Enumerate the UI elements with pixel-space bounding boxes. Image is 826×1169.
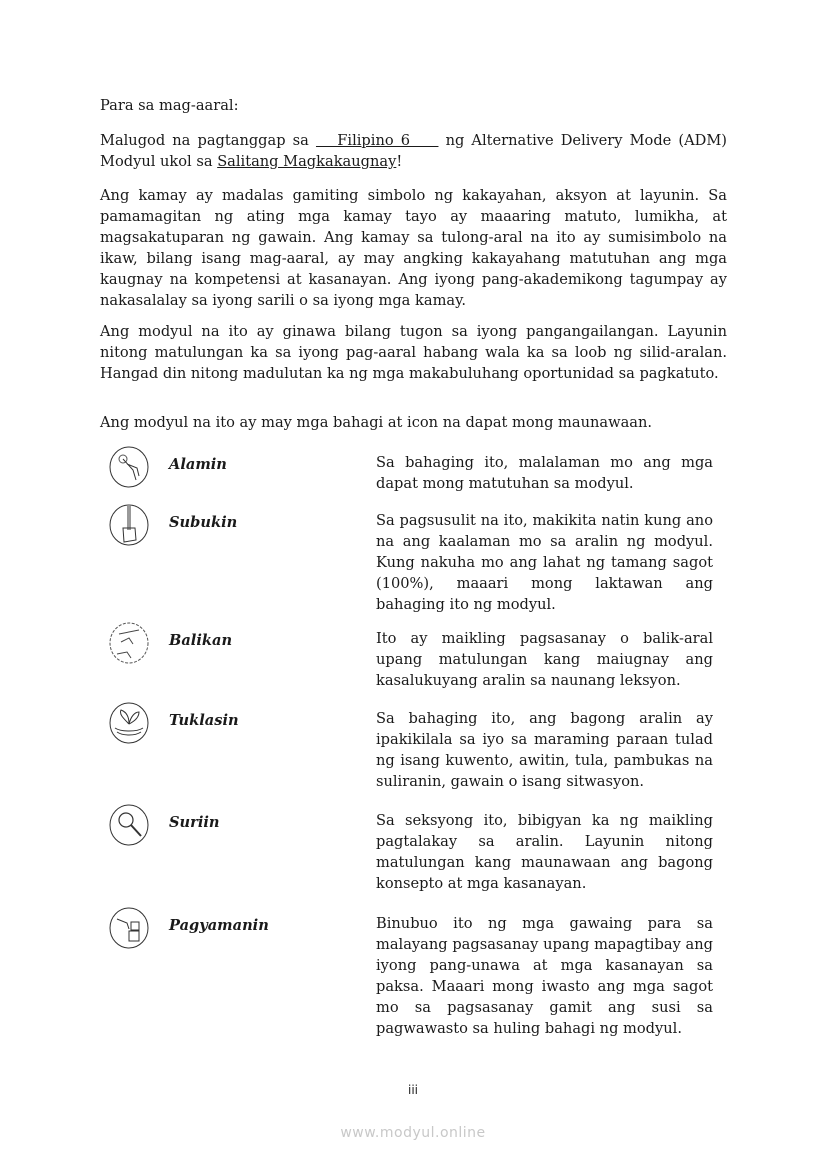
section-label: Subukin (169, 514, 238, 531)
page-number: iii (407, 1083, 418, 1097)
section-label: Tuklasin (169, 712, 239, 729)
subject-name: Filipino 6 (315, 132, 439, 149)
intro-paragraph-hands: Ang kamay ay madalas gamiting simbolo ng kakayahan, aksyon at layunin. Sa pamamagitan ng ating mga kamay tayo ay maaaring matuto, lumikha, at magsakatuparan ng gawain. Ang kamay sa tulong-aral na ito ay sumisimbolo na ikaw, bilang isang mag-aaral, ay may angking kakayahang matutuhan ang mga kaugnay na kompetensi at kasanayan. Ang iyong pang-akademikong tagumpay ay nakasalalay sa iyong sarili o sa iyong mga kamay. (100, 187, 727, 309)
intro-paragraph-icons: Ang modyul na ito ay may mga bahagi at icon na dapat mong maunawaan. (100, 414, 653, 431)
watermark: www.modyul.online (340, 1125, 486, 1141)
section-description: Sa seksyong ito, bibigyan ka ng maikling pagtalakay sa aralin. Layunin nitong matulungan kang maunawaan ang bagong konsepto at mga kasanayan. (376, 812, 713, 892)
pointing-hand-icon (109, 446, 149, 488)
section-description: Binubuo ito ng mga gawaing para sa malayang pagsasanay upang mapagtibay ang iyong pang-unawa at mga kasanayan sa paksa. Maaari mong iwasto ang mga sagot mo sa pagsasanay gamit ang susi sa pagwawasto sa huling bahagi ng modyul. (376, 915, 713, 1037)
section-label: Alamin (169, 456, 227, 473)
hand-plant-sketch-icon (109, 622, 149, 664)
section-description: Sa bahaging ito, ang bagong aralin ay ipakikilala sa iyo sa maraming paraan tulad ng isang kuwento, awitin, tula, pambukas na suliranin, gawain o isang sitwasyon. (376, 710, 713, 790)
section-label: Pagyamanin (169, 917, 269, 934)
hand-seedling-icon (109, 702, 149, 744)
section-description: Ito ay maikling pagsasanay o balik-aral upang matulungan kang maiugnay ang kasalukuyang aralin sa naunang leksyon. (376, 630, 713, 689)
section-description: Sa bahaging ito, malalaman mo ang mga dapat mong matutuhan sa modyul. (376, 454, 713, 492)
welcome-middle: ng Alternative Delivery Mode (ADM) Modyul ukol sa (100, 132, 727, 170)
hand-blocks-icon (109, 907, 149, 949)
section-label: Balikan (169, 632, 233, 649)
topic-name: Salitang Magkakaugnay (217, 153, 397, 170)
hand-pencil-icon (109, 504, 149, 546)
intro-paragraph-purpose: Ang modyul na ito ay ginawa bilang tugon sa iyong pangangailangan. Layunin nitong matulungan ka sa iyong pag-aaral habang wala ka sa loob ng silid-aralan. Hangad din nitong madulutan ka ng mga makabuluhang oportunidad sa pagkatuto. (100, 323, 727, 382)
section-description: Sa pagsusulit na ito, makikita natin kung ano na ang kaalaman mo sa aralin ng modyul. Kung nakuha mo ang lahat ng tamang sagot (100%), maaari mong laktawan ang bahaging ito ng modyul. (376, 512, 713, 613)
section-label: Suriin (169, 814, 220, 831)
greeting: Para sa mag-aaral: (100, 97, 239, 114)
welcome-suffix: ! (396, 153, 403, 170)
magnifier-hand-icon (109, 804, 149, 846)
welcome-paragraph (100, 130, 727, 172)
welcome-prefix: Malugod na pagtanggap sa (100, 132, 316, 149)
